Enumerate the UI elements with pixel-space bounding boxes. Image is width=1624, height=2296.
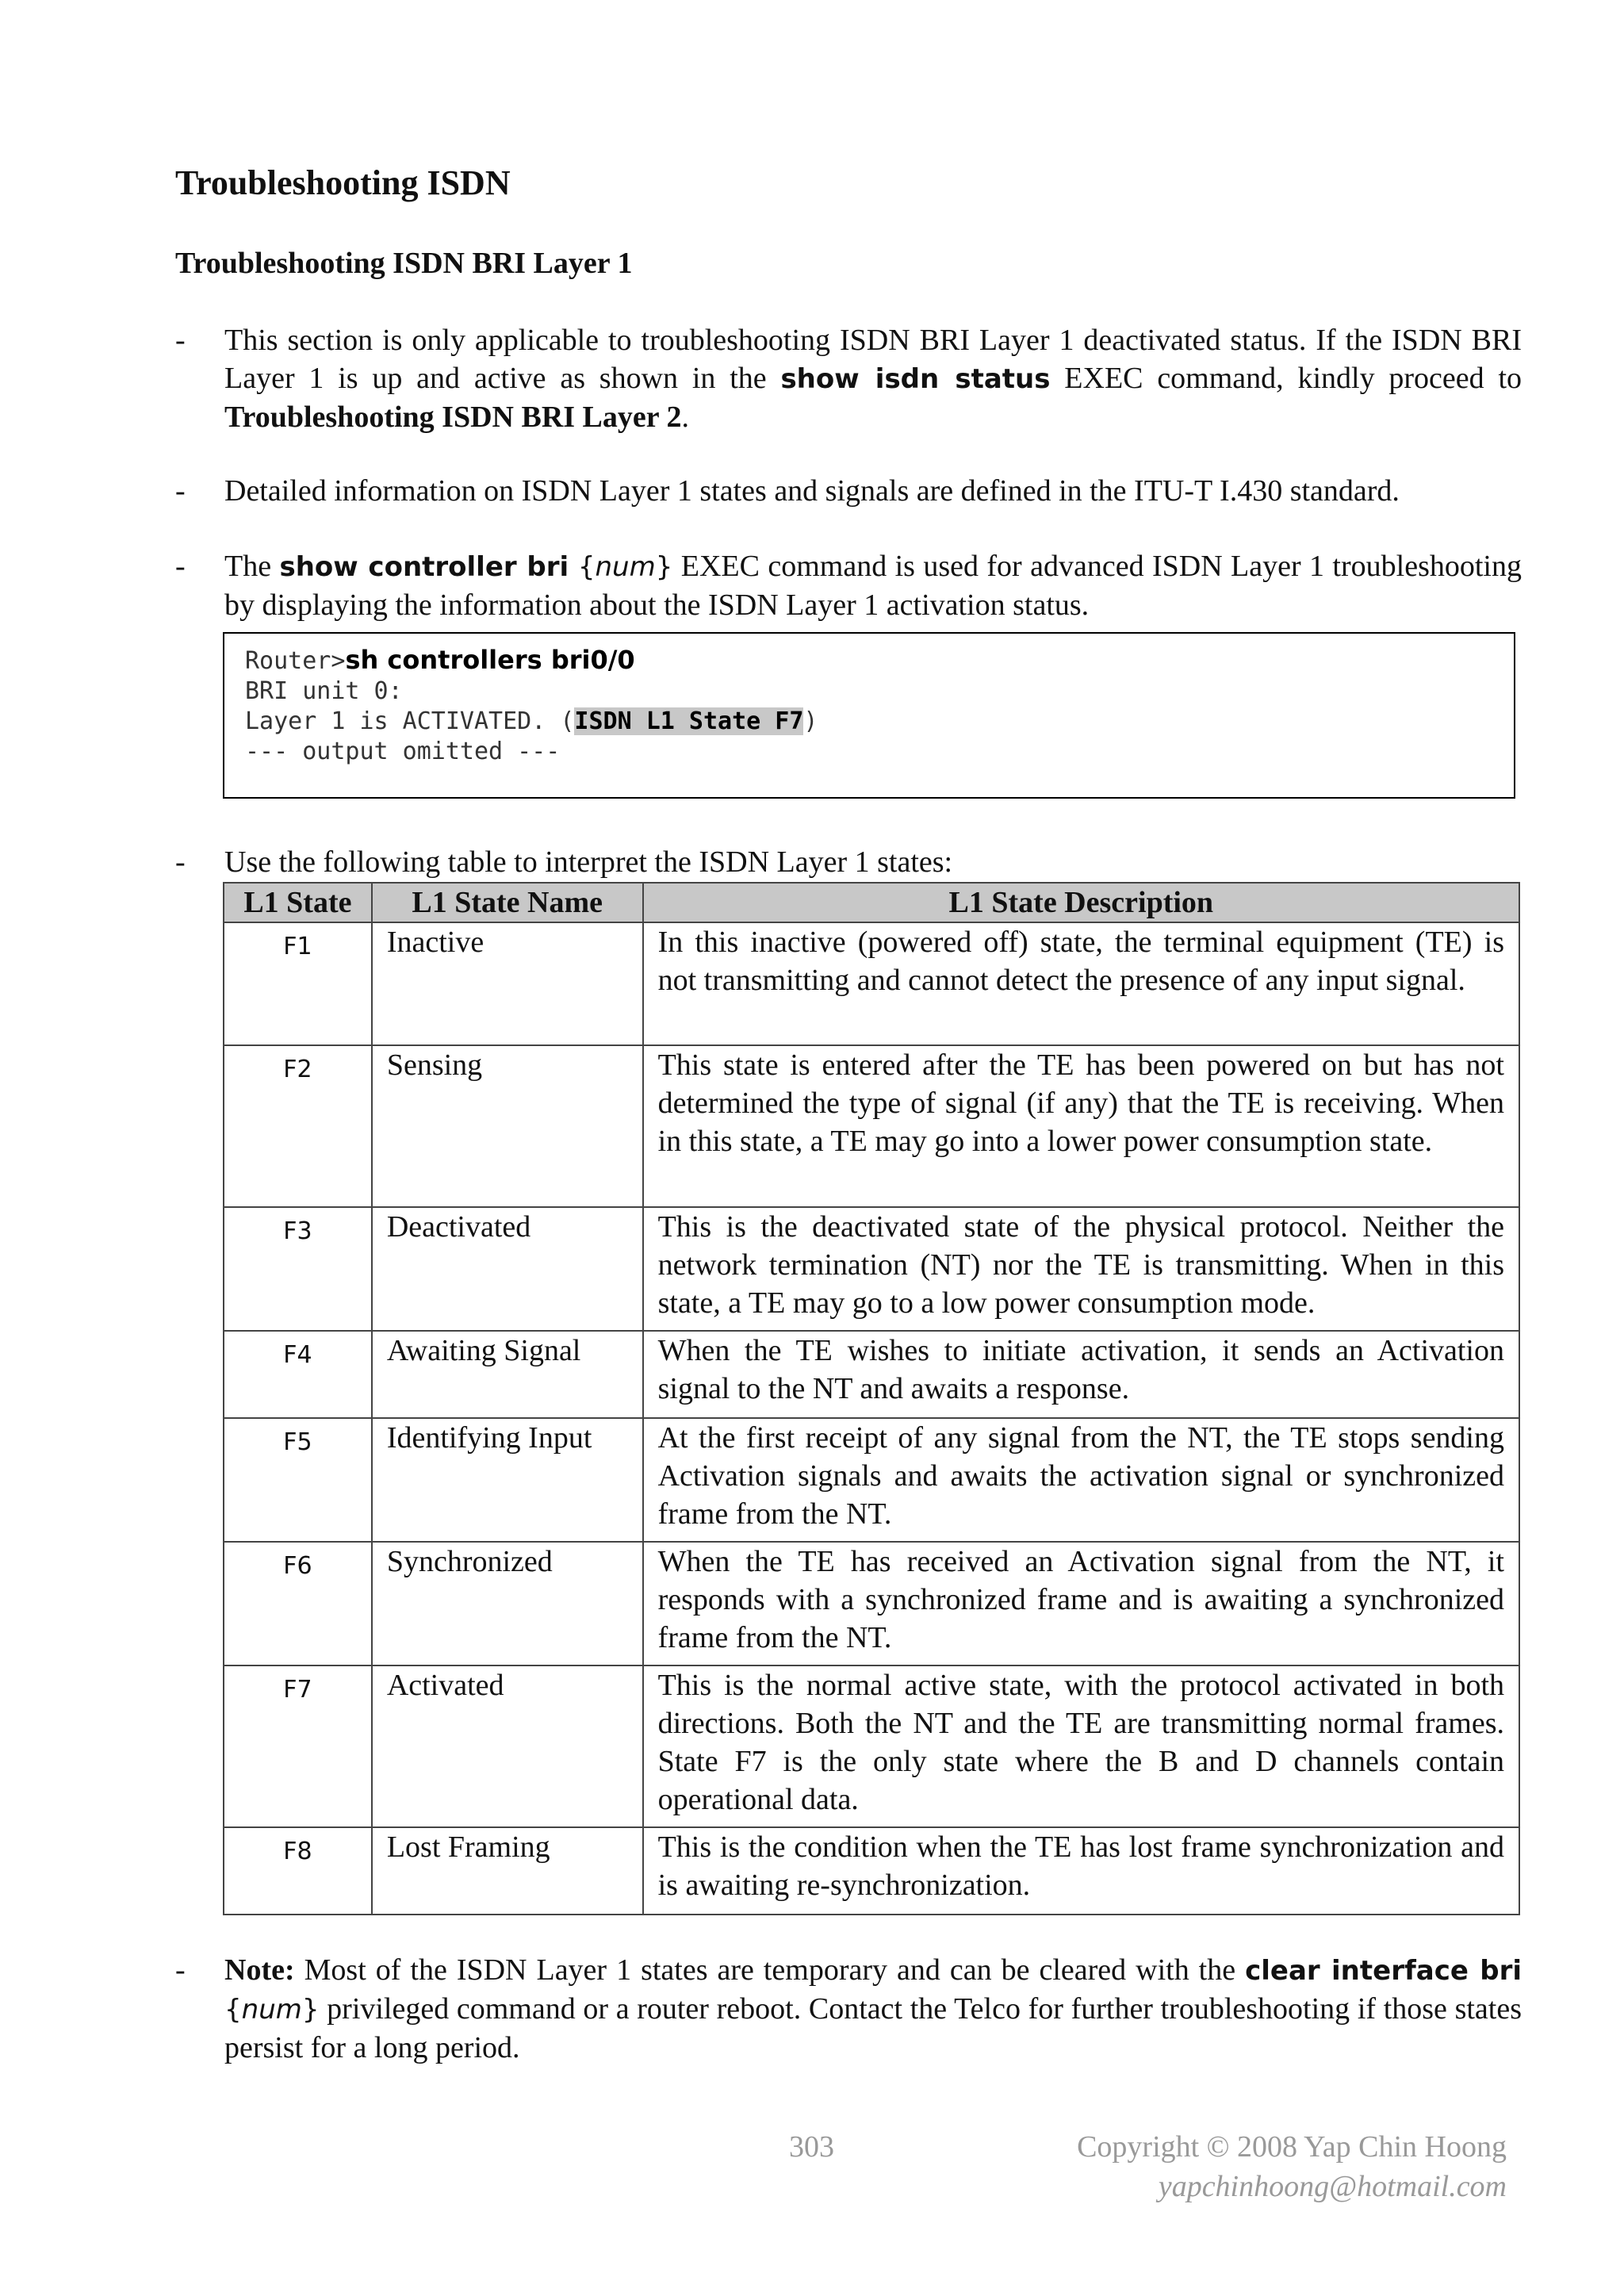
bullet-dash: - bbox=[175, 474, 186, 508]
table-row bbox=[224, 922, 1519, 1045]
bullet-dash: - bbox=[175, 324, 186, 357]
state-code: F1 bbox=[224, 922, 372, 1045]
command-show-isdn-status: show isdn status bbox=[780, 363, 1051, 395]
copyright-notice: Copyright © 2008 Yap Chin Hoong bbox=[1077, 2130, 1507, 2164]
bullet-text: Use the following table to interpret the ISDN Layer 1 states: bbox=[224, 845, 953, 879]
state-code: F7 bbox=[224, 1665, 372, 1827]
state-name: Lost Framing bbox=[372, 1827, 643, 1915]
table-row bbox=[224, 1418, 1519, 1542]
state-name: Awaiting Signal bbox=[372, 1331, 643, 1418]
command-argument: num bbox=[241, 1994, 302, 2026]
bullet-text-part: This section is only applicable to troubleshooting ISDN BRI Layer 1 deactivated status. If the ISDN BRI Layer 1 is up and active as shown in the bbox=[224, 324, 1522, 395]
author-email: yapchinhoong@hotmail.com bbox=[1158, 2170, 1507, 2203]
cli-highlight: ISDN L1 State F7 bbox=[574, 707, 804, 735]
command-clear-interface-bri: clear interface bri bbox=[1245, 1955, 1522, 1987]
cli-text: ) bbox=[803, 707, 818, 735]
bullet-dash: - bbox=[175, 845, 186, 879]
state-name: Deactivated bbox=[372, 1207, 643, 1331]
cli-line: --- output omitted --- bbox=[245, 738, 561, 765]
state-code: F3 bbox=[224, 1207, 372, 1331]
state-description: This is the deactivated state of the physical protocol. Neither the network termination (NT) nor the TE is transmitting. When in this state, a TE may go to a low power consumption mode. bbox=[643, 1207, 1519, 1331]
bullet-text-part: Most of the ISDN Layer 1 states are temporary and can be cleared with the bbox=[294, 1953, 1246, 1987]
page-title: Troubleshooting ISDN bbox=[175, 163, 511, 202]
bullet-text bbox=[224, 1951, 1522, 2067]
bullet-text-part: EXEC command, kindly proceed to bbox=[1050, 362, 1522, 395]
bullet-text bbox=[224, 547, 1522, 624]
cli-line bbox=[245, 645, 1514, 677]
cli-output-box bbox=[223, 632, 1515, 799]
table-row bbox=[224, 1542, 1519, 1665]
state-description: This is the normal active state, with the protocol activated in both directions. Both the NT and the TE are transmitting normal frames. State F7 is the only state where the B and D channels contain operational data. bbox=[643, 1665, 1519, 1827]
state-description: At the first receipt of any signal from the NT, the TE stops sending Activation signals and awaits the activation signal or synchronized frame from the NT. bbox=[643, 1418, 1519, 1542]
bullet-text-part: EXEC command is used for advanced ISDN Layer 1 troubleshooting by displaying the information about the ISDN Layer 1 activation status. bbox=[224, 550, 1522, 622]
table-row bbox=[224, 1665, 1519, 1827]
state-description: When the TE has received an Activation signal from the NT, it responds with a synchronized frame and is awaiting a synchronized frame from the NT. bbox=[643, 1542, 1519, 1665]
brace: } bbox=[655, 551, 673, 583]
header-l1-state-description: L1 State Description bbox=[643, 883, 1519, 922]
state-description: This is the condition when the TE has lost frame synchronization and is awaiting re-synchronization. bbox=[643, 1827, 1519, 1915]
table-row bbox=[224, 1827, 1519, 1915]
table-row bbox=[224, 1045, 1519, 1207]
state-description: When the TE wishes to initiate activation, it sends an Activation signal to the NT and awaits a response. bbox=[643, 1331, 1519, 1418]
table-row bbox=[224, 1331, 1519, 1418]
bullet-text-part: . bbox=[681, 401, 689, 434]
section-heading: Troubleshooting ISDN BRI Layer 1 bbox=[175, 247, 633, 280]
state-description: This state is entered after the TE has been powered on but has not determined the type of signal (if any) that the TE is receiving. When in this state, a TE may go into a lower power consumption state. bbox=[643, 1045, 1519, 1207]
state-description: In this inactive (powered off) state, the terminal equipment (TE) is not transmitting and cannot detect the presence of any input signal. bbox=[643, 922, 1519, 1045]
section-reference: Troubleshooting ISDN BRI Layer 2 bbox=[224, 401, 682, 434]
state-name: Inactive bbox=[372, 922, 643, 1045]
header-l1-state-name: L1 State Name bbox=[372, 883, 643, 922]
l1-states-table bbox=[223, 882, 1520, 1915]
bullet-text-part: privileged command or a router reboot. Contact the Telco for further troubleshooting if those states persist for a long period. bbox=[224, 1992, 1522, 2064]
note-label: Note: bbox=[224, 1953, 295, 1987]
state-code: F8 bbox=[224, 1827, 372, 1915]
state-code: F5 bbox=[224, 1418, 372, 1542]
brace: { bbox=[224, 1994, 242, 2026]
table-row bbox=[224, 1207, 1519, 1331]
command-show-controller-bri: show controller bri bbox=[279, 551, 569, 583]
table-header-row bbox=[224, 883, 1519, 922]
state-code: F2 bbox=[224, 1045, 372, 1207]
bullet-text bbox=[224, 321, 1522, 436]
cli-text: Layer 1 is ACTIVATED. ( bbox=[245, 707, 575, 735]
state-code: F6 bbox=[224, 1542, 372, 1665]
page-number: 303 bbox=[789, 2130, 834, 2164]
state-name: Activated bbox=[372, 1665, 643, 1827]
brace: { bbox=[569, 551, 596, 583]
state-name: Identifying Input bbox=[372, 1418, 643, 1542]
command-argument: num bbox=[595, 551, 656, 583]
state-code: F4 bbox=[224, 1331, 372, 1418]
cli-line bbox=[245, 707, 1514, 737]
bullet-dash: - bbox=[175, 550, 186, 583]
state-name: Synchronized bbox=[372, 1542, 643, 1665]
bullet-text-part: The bbox=[224, 550, 280, 583]
cli-line: BRI unit 0: bbox=[245, 677, 403, 705]
brace: } bbox=[301, 1994, 320, 2026]
bullet-text: Detailed information on ISDN Layer 1 states and signals are defined in the ITU-T I.430 standard. bbox=[224, 474, 1400, 508]
cli-command: sh controllers bri0/0 bbox=[345, 645, 635, 675]
header-l1-state: L1 State bbox=[224, 883, 372, 922]
cli-prompt: Router> bbox=[245, 647, 346, 675]
state-name: Sensing bbox=[372, 1045, 643, 1207]
bullet-dash: - bbox=[175, 1953, 186, 1987]
